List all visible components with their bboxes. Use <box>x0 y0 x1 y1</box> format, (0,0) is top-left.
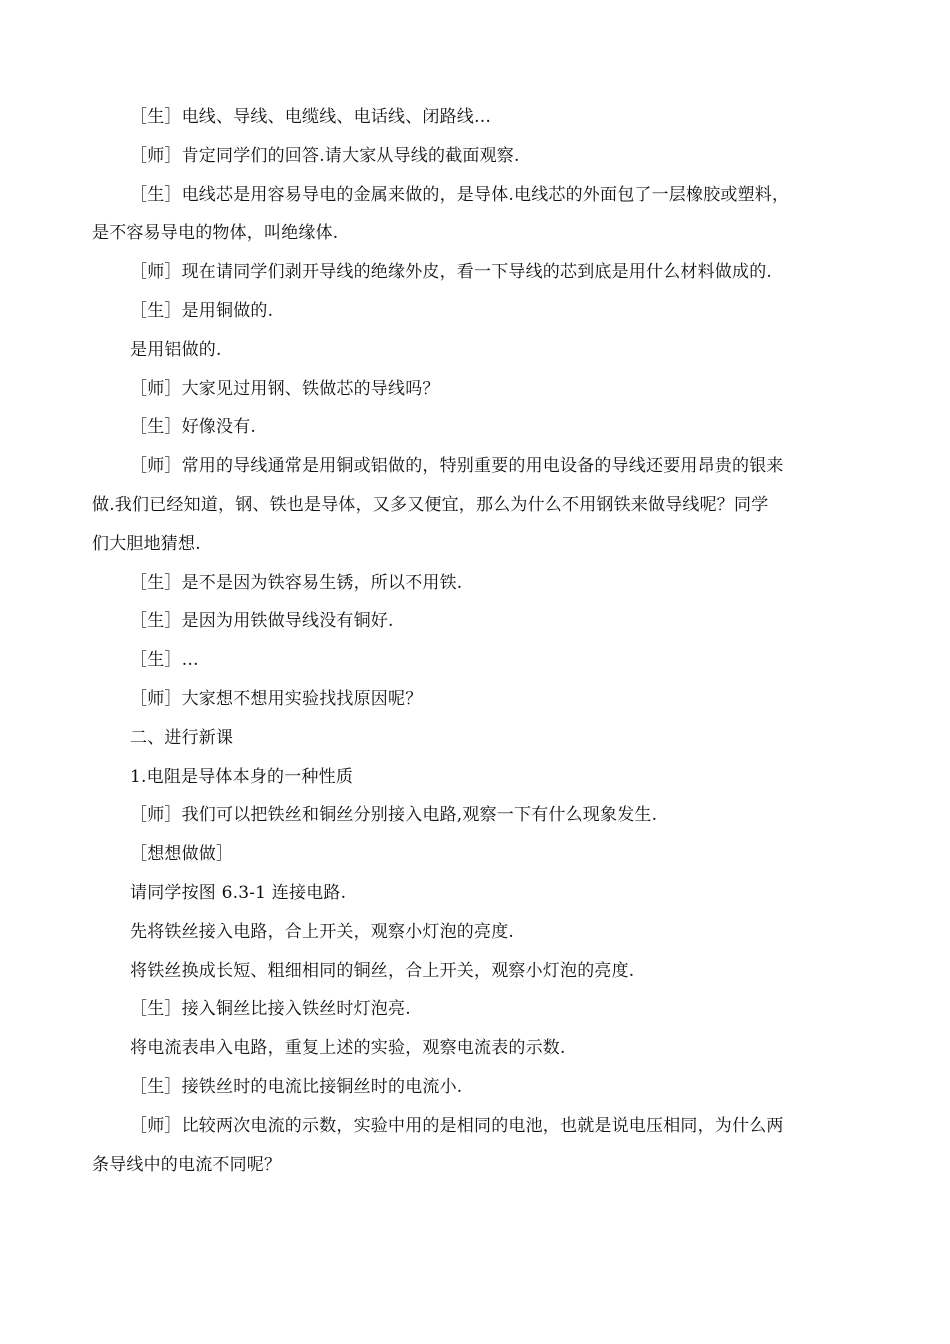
text-line: 请同学按图 6.3-1 连接电路. <box>130 882 347 903</box>
text-line: 1.电阻是导体本身的一种性质 <box>130 766 354 787</box>
text-line: 们大胆地猜想. <box>92 533 201 554</box>
text-line: ［师］我们可以把铁丝和铜丝分别接入电路,观察一下有什么现象发生. <box>130 805 658 826</box>
text-line: ［生］接铁丝时的电流比接铜丝时的电流小. <box>130 1076 463 1097</box>
text-line: ［师］大家想不想用实验找找原因呢？ <box>130 688 423 709</box>
text-line: ［师］大家见过用钢、铁做芯的导线吗？ <box>130 378 440 399</box>
text-line: 将铁丝换成长短、粗细相同的铜丝，合上开关，观察小灯泡的亮度. <box>130 960 635 981</box>
text-line: ［生］电线芯是用容易导电的金属来做的，是导体.电线芯的外面包了一层橡胶或塑料， <box>130 184 790 205</box>
text-line: 先将铁丝接入电路，合上开关，观察小灯泡的亮度. <box>130 921 515 942</box>
text-line: ［生］是用铜做的. <box>130 300 274 321</box>
text-line: ［生］是因为用铁做导线没有铜好. <box>130 611 394 632</box>
text-line: ［师］肯定同学们的回答.请大家从导线的截面观察. <box>130 145 520 166</box>
text-line: 二、进行新课 <box>130 727 234 748</box>
text-line: ［师］比较两次电流的示数，实验中用的是相同的电池，也就是说电压相同，为什么两 <box>130 1115 784 1136</box>
text-line: ［生］电线、导线、电缆线、电话线、闭路线… <box>130 107 492 127</box>
text-line: ［生］接入铜丝比接入铁丝时灯泡亮. <box>130 999 411 1020</box>
text-line: ［生］… <box>130 650 199 671</box>
text-line: ［想想做做］ <box>130 844 234 865</box>
text-line: 做.我们已经知道，钢、铁也是导体，又多又便宜，那么为什么不用钢铁来做导线呢？同学 <box>92 494 769 515</box>
text-line: ［师］常用的导线通常是用铜或铝做的，特别重要的用电设备的导线还要用昂贵的银来 <box>130 456 784 477</box>
text-line: 是用铝做的. <box>130 339 222 360</box>
text-line: 是不容易导电的物体，叫绝缘体. <box>92 223 339 244</box>
text-line: 条导线中的电流不同呢？ <box>92 1154 282 1175</box>
text-line: ［师］现在请同学们剥开导线的绝缘外皮，看一下导线的芯到底是用什么材料做成的. <box>130 262 773 283</box>
text-line: ［生］是不是因为铁容易生锈，所以不用铁. <box>130 572 463 593</box>
text-line: 将电流表串入电路，重复上述的实验，观察电流表的示数. <box>130 1038 566 1059</box>
text-line: ［生］好像没有. <box>130 417 257 438</box>
document-body <box>92 98 872 1184</box>
